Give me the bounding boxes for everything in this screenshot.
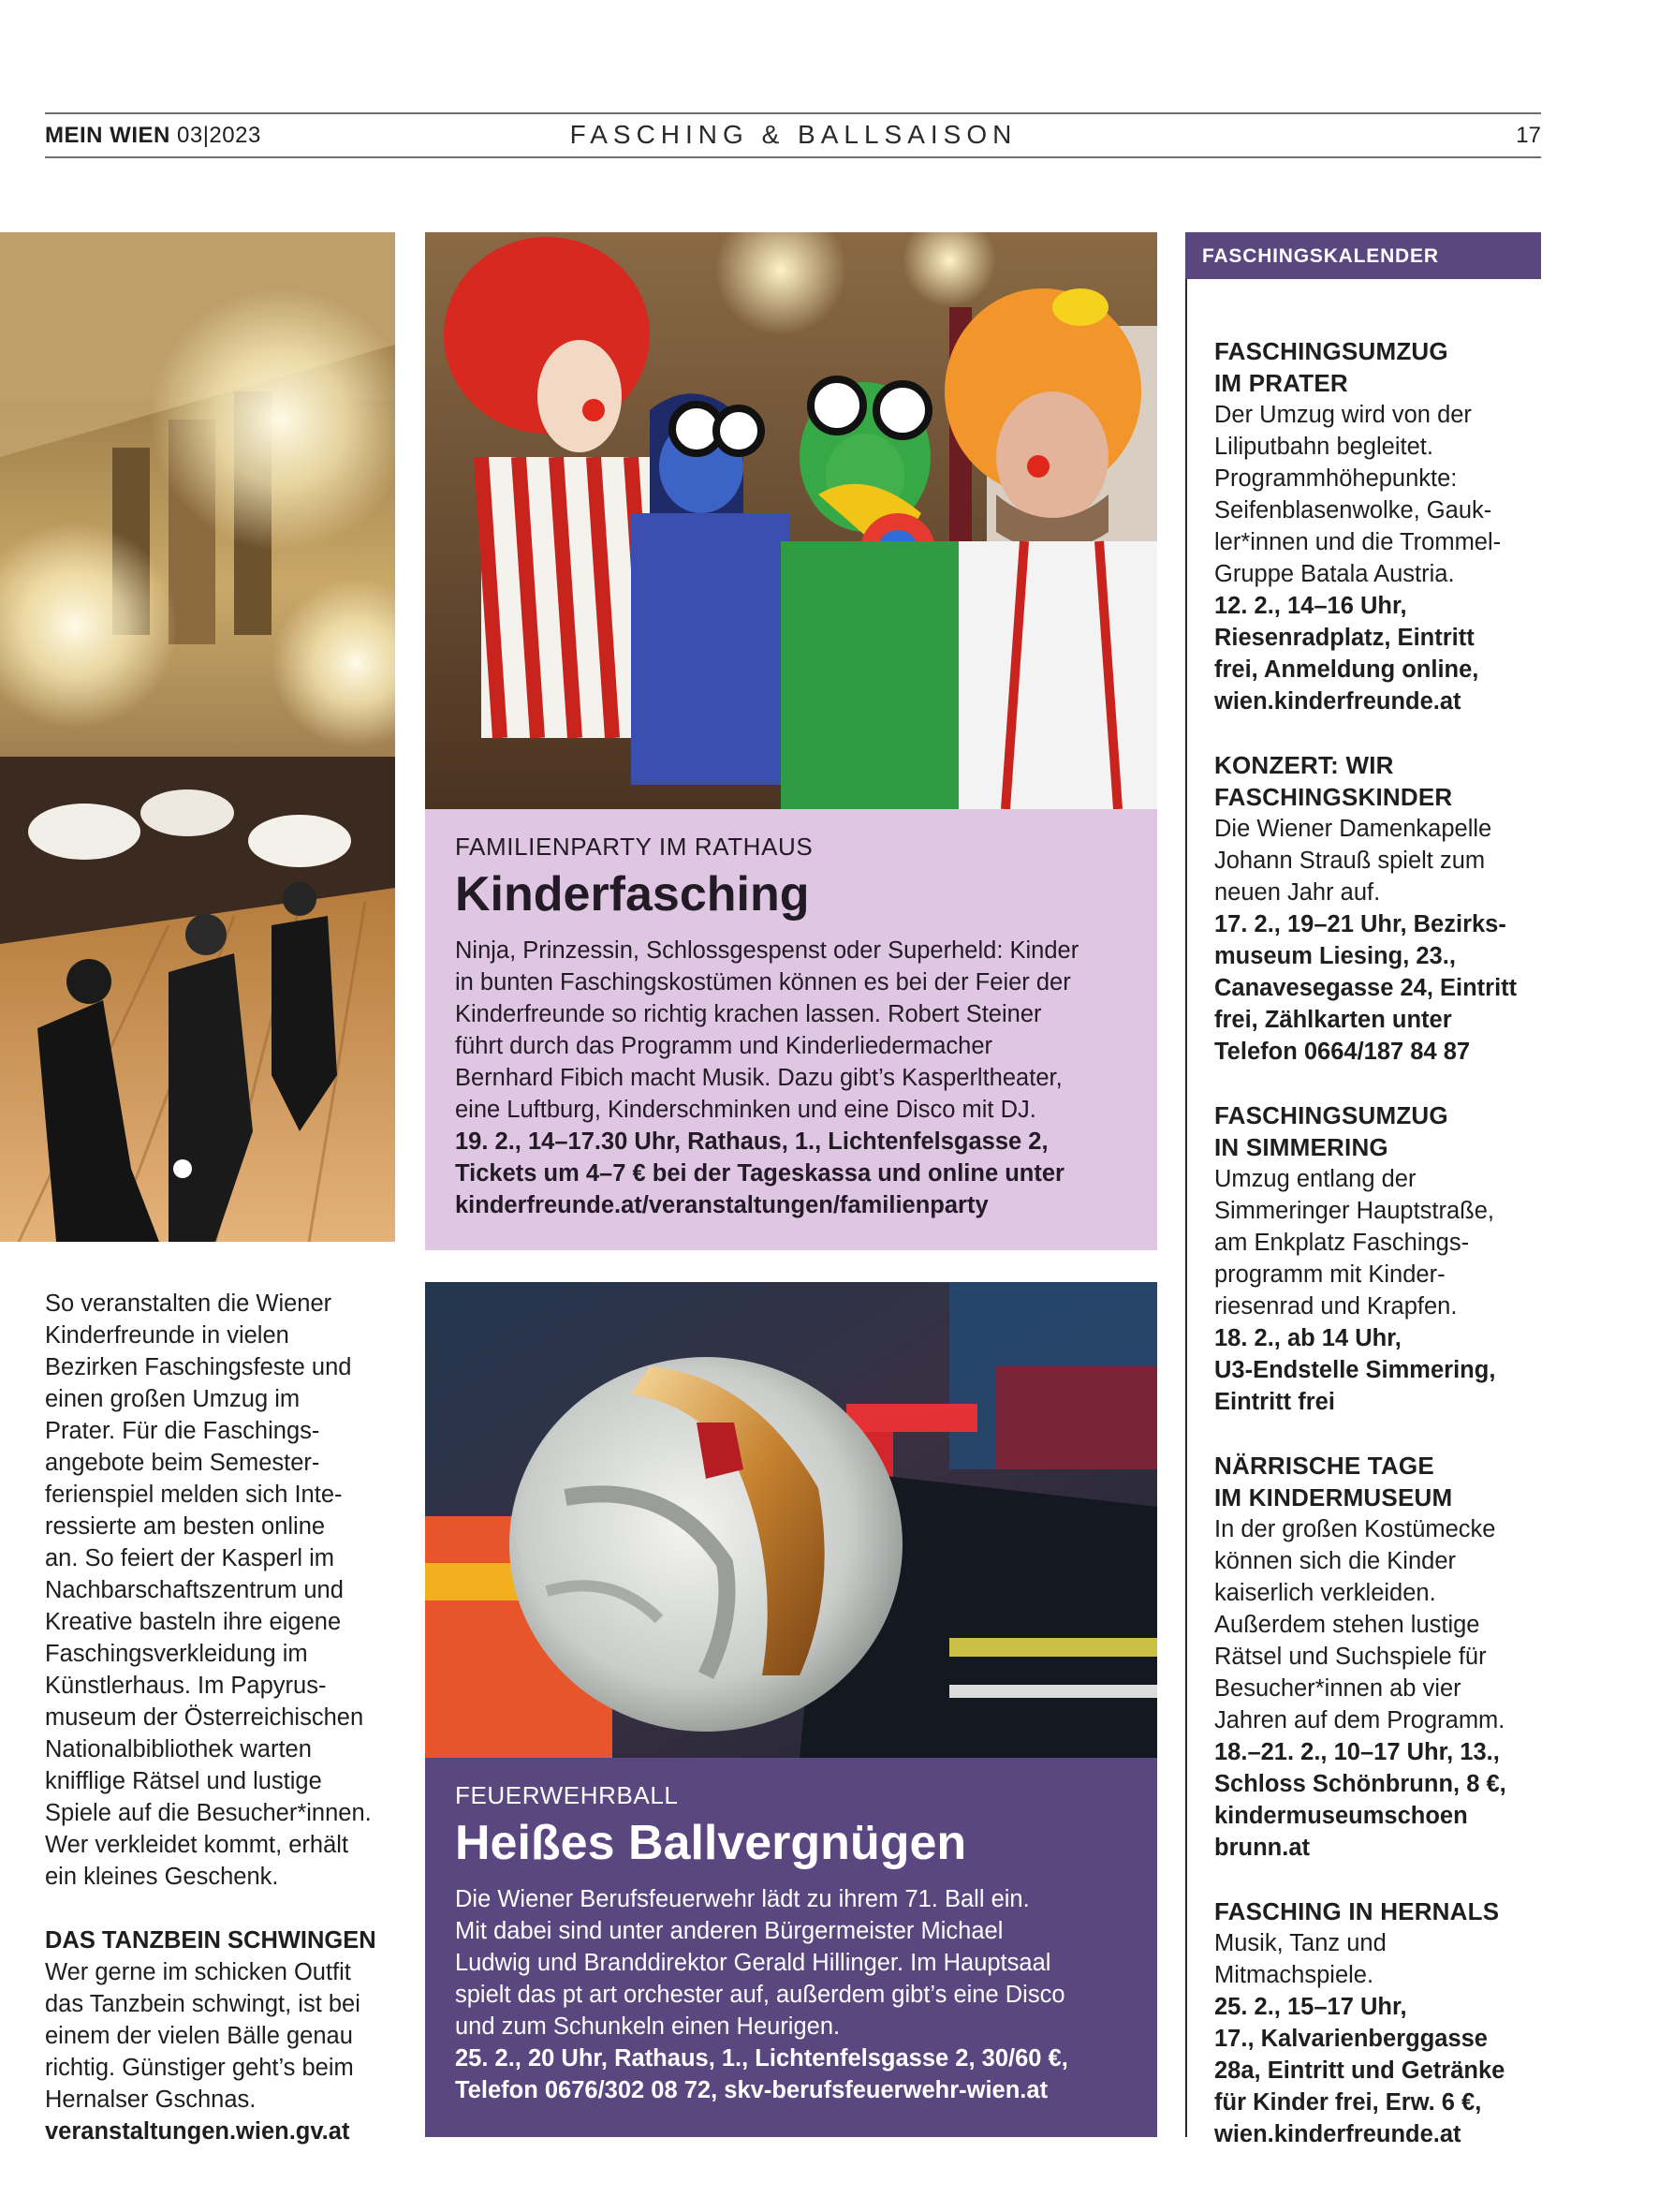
calendar-list	[1214, 335, 1540, 2182]
calendar-item-desc: Umzug entlang der Simmeringer Hauptstraße, am Enkplatz Faschings- programm mit Kinder- riesenrad und Krapfen.	[1214, 1166, 1495, 1320]
feature-feuerwehrball	[425, 1758, 1157, 2137]
calendar-item	[1214, 1099, 1540, 1418]
calendar-item-info: 18.–21. 2., 10–17 Uhr, 13., Schloss Schönbrunn, 8 €, kindermuseumschoen brunn.at	[1214, 1739, 1506, 1861]
calendar-item-title: KONZERT: WIR FASCHINGSKINDER	[1214, 751, 1453, 811]
left-intro-text: So veranstalten die Wiener Kinderfreunde in vielen Bezirken Faschingsfeste und einen großen Umzug im Prater. Für die Faschings- angebote beim Semester- ferienspiel melden sich Inte- ressierte am besten online an. So feiert der Kasperl im Nachbarschaftszentrum und Kreative basteln ihre eigene Faschingsverkleidung im Künstlerhaus. Im Papyrus- museum der Österreichischen Nationalbibliothek warten knifflige Rätsel und lustige Spiele auf die Besucher*innen. Wer verkleidet kommt, erhält ein kleines Geschenk.	[45, 1290, 372, 1890]
left-article-column	[45, 1288, 399, 2147]
tanzbein-text: Wer gerne im schicken Outfit das Tanzbein schwingt, ist bei einem der vielen Bälle genau richtig. Günstiger geht’s beim Hernalser Gschnas.	[45, 1959, 360, 2113]
feuerwehr-helmet-photo	[425, 1282, 1157, 1758]
section-title: FASCHING & BALLSAISON	[569, 120, 1018, 149]
calendar-heading: FASCHINGSKALENDER	[1185, 232, 1541, 279]
feuerwehrball-kicker: FEUERWEHRBALL	[455, 1781, 679, 1809]
calendar-item-title: FASCHING IN HERNALS	[1214, 1897, 1500, 1925]
kinderfasching-info: 19. 2., 14–17.30 Uhr, Rathaus, 1., Lichtenfelsgasse 2, Tickets um 4–7 € bei der Tageskassa und online unter kinderfreunde.at/veranstaltungen/familienparty	[455, 1128, 1064, 1218]
kinderfasching-title: Kinderfasching	[455, 867, 810, 922]
calendar-item-info: 25. 2., 15–17 Uhr, 17., Kalvarienberggasse 28a, Eintritt und Getränke für Kinder frei, Erw. 6 €, wien.kinderfreunde.at	[1214, 1994, 1505, 2147]
feature-kinderfasching	[425, 809, 1157, 1250]
magazine-title: MEIN WIEN	[45, 123, 170, 148]
wien-events-link[interactable]: veranstaltungen.wien.gv.at	[45, 2118, 350, 2145]
calendar-item	[1214, 1895, 1540, 2150]
calendar-item-title: NÄRRISCHE TAGE IM KINDERMUSEUM	[1214, 1452, 1453, 1512]
page-number: 17	[1516, 123, 1541, 148]
kinderfasching-body: Ninja, Prinzessin, Schlossgespenst oder Superheld: Kinder in bunten Faschingskostümen können es bei der Feier der Kinderfreunde so richtig krachen lassen. Robert Steiner führt durch das Programm und Kinderliedermacher Bernhard Fibich macht Musik. Dazu gibt’s Kasperltheater, eine Luftburg, Kinderschminken und eine Disco mit DJ.	[455, 937, 1079, 1123]
feuerwehrball-info: 25. 2., 20 Uhr, Rathaus, 1., Lichtenfelsgasse 2, 30/60 €, Telefon 0676/302 08 72, skv-berufsfeuerwehr-wien.at	[455, 2045, 1068, 2103]
calendar-item-desc: Der Umzug wird von der Liliputbahn begleitet. Programmhöhepunkte: Seifenblasenwolke, Gauk- ler*innen und die Trommel- Gruppe Batala Austria.	[1214, 402, 1502, 587]
calendar-item	[1214, 335, 1540, 717]
calendar-item-info: 17. 2., 19–21 Uhr, Bezirks- museum Liesing, 23., Canavesegasse 24, Eintritt frei, Zählkarten unter Telefon 0664/187 84 87	[1214, 911, 1518, 1065]
feuerwehrball-body: Die Wiener Berufsfeuerwehr lädt zu ihrem 71. Ball ein. Mit dabei sind unter anderen Bürgermeister Michael Ludwig und Branddirektor Gerald Hillinger. Im Hauptsaal spielt das pt art orchester auf, außerdem gibt’s eine Disco und zum Schunkeln einen Heurigen.	[455, 1886, 1065, 2040]
issue-number: 03|2023	[177, 123, 261, 148]
calendar-item-title: FASCHINGSUMZUG IM PRATER	[1214, 337, 1448, 397]
calendar-divider	[1185, 279, 1187, 2137]
calendar-item-desc: In der großen Kostümecke können sich die Kinder kaiserlich verkleiden. Außerdem stehen lustige Rätsel und Suchspiele für Besucher*innen ab vier Jahren auf dem Programm.	[1214, 1516, 1505, 1733]
ballroom-photo	[0, 232, 395, 1242]
calendar-item-desc: Musik, Tanz und Mitmachspiele.	[1214, 1930, 1387, 1988]
calendar-item	[1214, 1450, 1540, 1864]
subheading-tanzbein: DAS TANZBEIN SCHWINGEN	[45, 1927, 376, 1954]
calendar-item-desc: Die Wiener Damenkapelle Johann Strauß spielt zum neuen Jahr auf.	[1214, 816, 1492, 906]
calendar-item-info: 18. 2., ab 14 Uhr, U3-Endstelle Simmering, Eintritt frei	[1214, 1325, 1496, 1415]
kinderfasching-kicker: FAMILIENPARTY IM RATHAUS	[455, 833, 814, 861]
header-rule-bottom	[45, 156, 1541, 158]
calendar-item	[1214, 749, 1540, 1068]
feuerwehrball-title: Heißes Ballvergnügen	[455, 1816, 967, 1870]
calendar-item-info: 12. 2., 14–16 Uhr, Riesenradplatz, Eintritt frei, Anmeldung online, wien.kinderfreunde.at	[1214, 593, 1479, 715]
kinderfasching-photo	[425, 232, 1157, 809]
calendar-item-title: FASCHINGSUMZUG IN SIMMERING	[1214, 1101, 1448, 1161]
header-rule-top	[45, 112, 1541, 114]
